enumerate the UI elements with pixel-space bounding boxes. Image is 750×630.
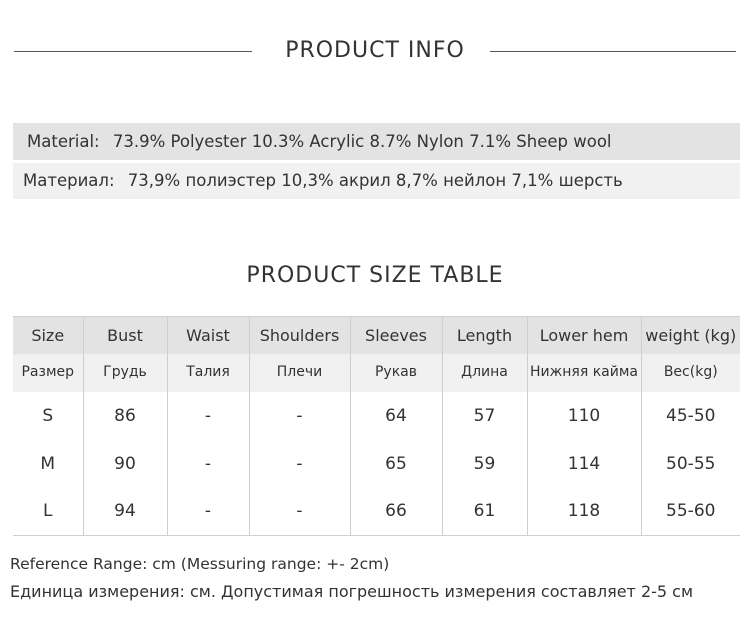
table-row [13,488,740,536]
column-header: Shoulders [249,317,350,354]
table-cell: - [249,488,350,536]
table-cell: 61 [442,488,527,536]
size-table-title: PRODUCT SIZE TABLE [246,263,504,288]
table-cell: 45-50 [641,392,740,440]
column-header-ru: Рукав [350,354,442,392]
header-divider-right [490,51,736,52]
reference-note-en: Reference Range: cm (Messuring range: +- 2cm) [10,555,390,573]
table-cell: 59 [442,440,527,488]
column-header-ru: Грудь [83,354,167,392]
size-table [13,316,740,536]
table-cell: 86 [83,392,167,440]
column-header: Length [442,317,527,354]
reference-note-ru: Единица измерения: см. Допустимая погрешность измерения составляет 2-5 см [10,582,694,601]
column-header-ru: Длина [442,354,527,392]
table-cell: - [167,488,249,536]
table-cell: 94 [83,488,167,536]
table-cell: 110 [527,392,641,440]
table-cell: - [167,392,249,440]
table-cell: S [13,392,83,440]
column-header: Size [13,317,83,354]
size-table-header-row-en [13,317,740,354]
column-header-ru: Вес(kg) [641,354,740,392]
column-header-ru: Нижняя кайма [527,354,641,392]
column-header: weight (kg) [641,317,740,354]
column-header-ru: Плечи [249,354,350,392]
table-cell: 66 [350,488,442,536]
column-header: Sleeves [350,317,442,354]
table-cell: 64 [350,392,442,440]
table-row [13,440,740,488]
material-row-ru [13,163,740,199]
table-cell: 114 [527,440,641,488]
material-label-en: Material: [27,132,100,151]
column-header-ru: Талия [167,354,249,392]
table-cell: 90 [83,440,167,488]
table-cell: 57 [442,392,527,440]
table-cell: M [13,440,83,488]
table-cell: 118 [527,488,641,536]
column-header: Bust [83,317,167,354]
table-cell: 50-55 [641,440,740,488]
column-header: Waist [167,317,249,354]
product-info-header [0,32,750,72]
table-cell: L [13,488,83,536]
table-cell: 55-60 [641,488,740,536]
column-header-ru: Размер [13,354,83,392]
material-label-ru: Материал: [23,171,115,190]
table-cell: - [249,440,350,488]
table-cell: - [249,392,350,440]
material-value-en: 73.9% Polyester 10.3% Acrylic 8.7% Nylon 7.1% Sheep wool [112,132,612,151]
table-cell: 65 [350,440,442,488]
size-table-header-row-ru [13,354,740,392]
table-cell: - [167,440,249,488]
material-row-en [13,123,740,160]
table-row [13,392,740,440]
material-value-ru: 73,9% полиэстер 10,3% акрил 8,7% нейлон 7,1% шерсть [127,171,623,190]
product-info-title: PRODUCT INFO [285,38,465,63]
column-header: Lower hem [527,317,641,354]
